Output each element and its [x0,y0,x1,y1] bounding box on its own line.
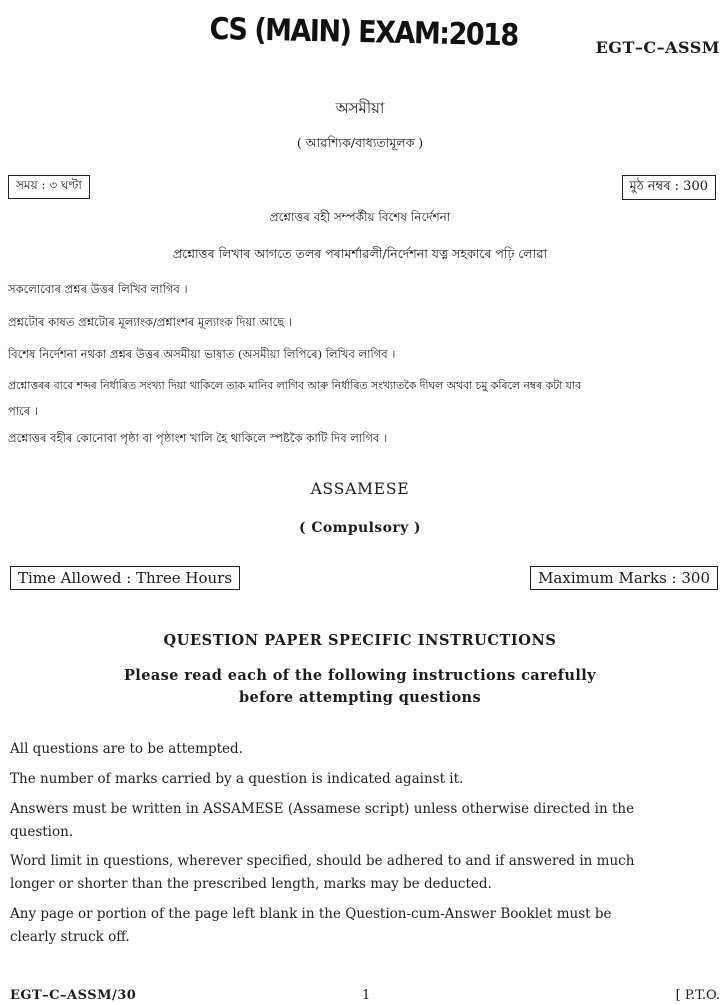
instructions-heading: QUESTION PAPER SPECIFIC INSTRUCTIONS [163,632,557,649]
assamese-heading: প্ৰশ্নোত্তৰ বহী সম্পৰ্কীয় বিশেষ নিৰ্দেশনা [269,210,451,224]
english-subtitle: ( Compulsory ) [299,520,421,536]
instructions-subheading-1: Please read each of the following instructions carefully [123,667,596,684]
exam-stamp: CS (MAIN) EXAM:2018 [209,12,519,54]
english-instruction: All questions are to be attempted. [10,741,243,757]
assamese-subheading: প্ৰশ্নোত্তৰ লিখাৰ আগতে তলৰ পৰামৰ্শাৱলী/নিৰ্দেশনা যত্ন সহকাৰে পঢ়ি লোৱা [172,246,548,261]
english-instruction: longer or shorter than the prescribed length, marks may be deducted. [10,876,492,892]
assamese-instruction: সকলোবোৰ প্ৰশ্নৰ উত্তৰ লিখিব লাগিব । [8,282,188,296]
paper-code: EGT–C–ASSM [595,38,720,57]
pto-label: [ P.T.O. [675,988,720,1003]
assamese-subtitle: ( আৱশ্যিক/বাধ্যতামূলক ) [296,135,424,150]
english-instruction: Answers must be written in ASSAMESE (Assamese script) unless otherwise directed in the [10,801,635,817]
assamese-instruction: প্ৰশ্নোত্তৰৰ বাবে শব্দৰ নিৰ্ধাৰিত সংখ্যা দিয়া থাকিলে তাক মানিব লাগিব আৰু নিৰ্ধাৰিত সংখ্যাতকৈ দীঘল অথবা চমু কৰিলে নম্বৰ কটা যাব [8,379,582,392]
english-instruction: Word limit in questions, wherever specified, should be adhered to and if answered in much [10,853,635,869]
english-instruction: Any page or portion of the page left blank in the Question-cum-Answer Booklet must be [10,906,612,922]
assamese-marks-box: মুঠ নম্বৰ : 300 [622,175,717,200]
english-instruction: clearly struck off. [10,929,130,945]
english-instruction: The number of marks carried by a question is indicated against it. [10,771,464,787]
assamese-instruction: পাৰে । [8,404,39,418]
english-time-box: Time Allowed : Three Hours [10,566,240,590]
assamese-instruction: প্ৰশ্নোত্তৰ বহীৰ কোনোবা পৃষ্ঠা বা পৃষ্ঠাংশ খালি হৈ থাকিলে স্পষ্টকৈ কাটি দিব লাগিব । [8,431,388,445]
assamese-time-box: সময় : ৩ ঘণ্টা [8,175,90,199]
assamese-instruction: বিশেষ নিৰ্দেশনা নথকা প্ৰশ্নৰ উত্তৰ অসমীয়া ভাষাত (অসমীয়া লিপিৰে) লিখিব লাগিব । [8,347,396,361]
english-title: ASSAMESE [310,480,410,498]
page-number: 1 [362,988,371,1003]
footer-paper-code: EGT–C–ASSM/30 [10,988,137,1003]
assamese-title: অসমীয়া [335,99,385,117]
assamese-instruction: প্ৰশ্নটোৰ কাষত প্ৰশ্নটোৰ মূল্যাংক/প্ৰশ্নাংশৰ মূল্যাংক দিয়া আছে । [8,315,293,329]
instructions-subheading-2: before attempting questions [238,689,482,706]
english-instruction: question. [10,824,74,840]
english-marks-box: Maximum Marks : 300 [530,566,718,590]
